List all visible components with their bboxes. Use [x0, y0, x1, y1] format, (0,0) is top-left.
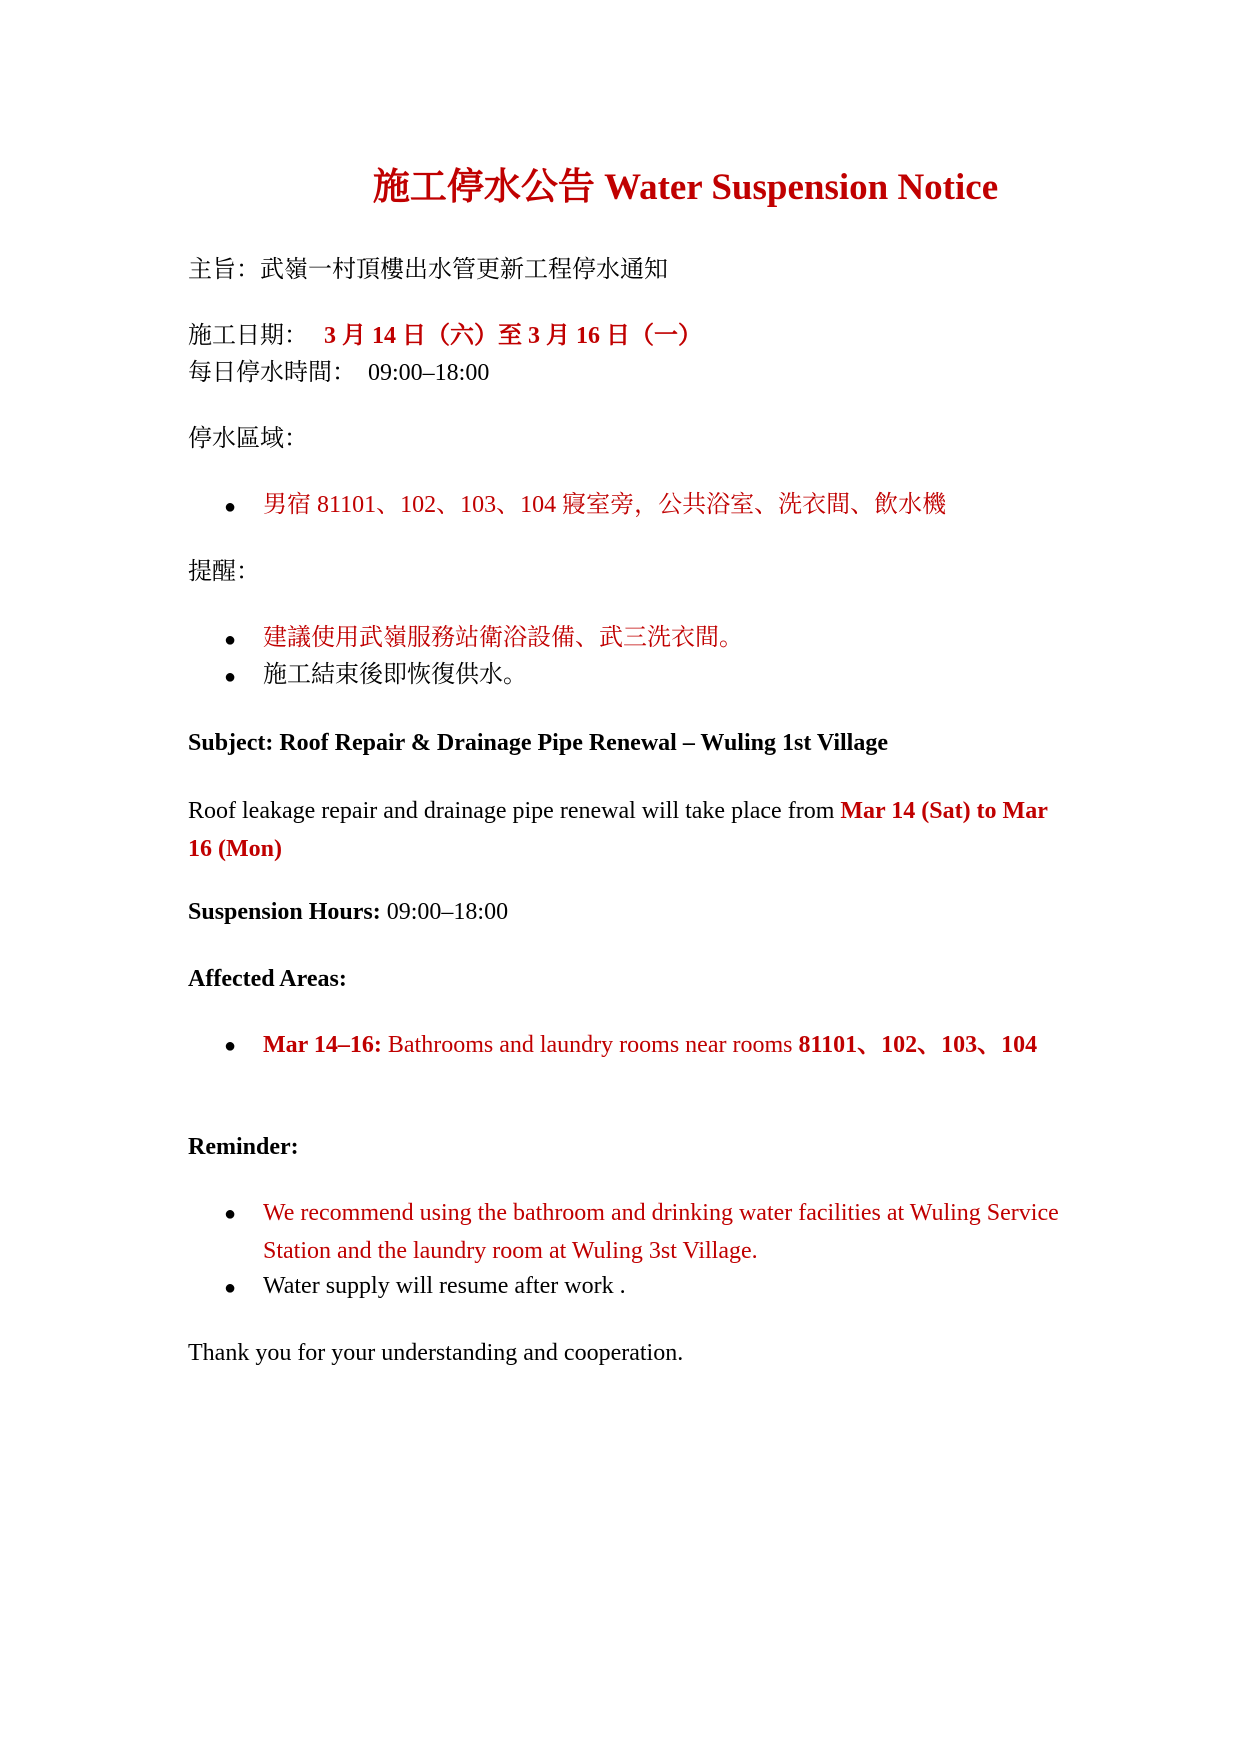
zh-subject [188, 252, 668, 289]
en-area-date: Mar 14–16: [263, 1032, 382, 1058]
en-reminder-bullet-1: ● [224, 1203, 237, 1225]
title-english: Water Suspension Notice [604, 167, 999, 208]
en-reminder-item-1: We recommend using the bathroom and drinking water facilities at Wuling Service Station and the laundry room at Wuling 3st Village. [263, 1200, 1059, 1264]
zh-date-label: 施工日期： [188, 323, 308, 349]
en-reminder-bullet-2: ● [224, 1277, 237, 1299]
en-hours [188, 894, 508, 931]
zh-reminder-item-1: 建議使用武嶺服務站衛浴設備、武三洗衣間。 [263, 625, 743, 651]
zh-area-bullet: ● [224, 496, 237, 518]
zh-subject-label: 主旨： [188, 257, 260, 283]
title-chinese: 施工停水公告 [372, 167, 595, 208]
en-area-text: Bathrooms and laundry rooms near rooms [381, 1032, 799, 1058]
zh-reminder-label: 提醒： [188, 559, 260, 585]
en-area-rooms: 81101、102、103、104 [798, 1032, 1038, 1058]
zh-date-value: 3 月 14 日（六）至 3 月 16 日（一） [324, 323, 702, 349]
zh-reminder-item-2: 施工結束後即恢復供水。 [263, 662, 527, 688]
en-intro-text: Roof leakage repair and drainage pipe renewal will take place from [188, 798, 841, 824]
en-reminder-label: Reminder: [188, 1134, 299, 1160]
zh-hours [188, 355, 489, 392]
zh-hours-label: 每日停水時間： [188, 360, 356, 386]
en-reminder-item-2: Water supply will resume after work . [263, 1273, 626, 1299]
zh-area-item: 男宿 81101、102、103、104 寢室旁，公共浴室、洗衣間、飲水機 [263, 492, 947, 518]
en-subject: Subject: Roof Repair & Drainage Pipe Renewal – Wuling 1st Village [188, 730, 888, 756]
en-closing: Thank you for your understanding and cooperation. [188, 1340, 684, 1366]
zh-subject-text: 武嶺一村頂樓出水管更新工程停水通知 [260, 257, 668, 283]
zh-reminder-bullet-2: ● [224, 666, 237, 688]
notice-title [0, 158, 1241, 218]
zh-date [188, 318, 702, 355]
zh-hours-value: 09:00–18:00 [368, 360, 490, 386]
en-hours-value: 09:00–18:00 [380, 899, 509, 925]
en-intro-dates: Mar 14 (Sat) to Mar 16 (Mon) [188, 798, 1048, 862]
en-area-bullet: ● [224, 1035, 237, 1057]
en-area-item [263, 1026, 1068, 1064]
en-hours-label: Suspension Hours: [188, 899, 381, 925]
en-areas-label: Affected Areas: [188, 966, 347, 992]
zh-reminder-bullet-1: ● [224, 629, 237, 651]
en-intro [188, 792, 1068, 868]
zh-area-label: 停水區域： [188, 426, 308, 452]
